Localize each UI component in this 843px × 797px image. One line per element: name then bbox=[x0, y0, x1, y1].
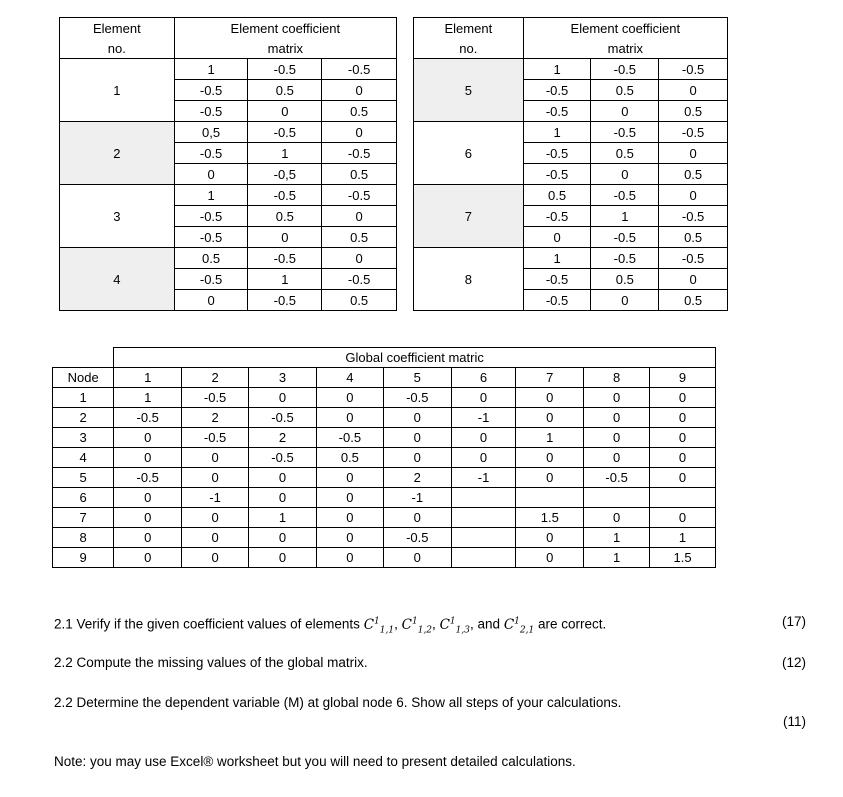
matrix-cell: 1 bbox=[174, 185, 248, 206]
matrix-cell: 0.5 bbox=[659, 227, 728, 248]
matrix-cell: 0 bbox=[174, 164, 248, 185]
matrix-cell: -0.5 bbox=[174, 80, 248, 101]
global-node-number: 6 bbox=[53, 488, 114, 508]
global-column-header: 5 bbox=[383, 368, 451, 388]
matrix-cell: 1 bbox=[523, 248, 591, 269]
matrix-cell: 0.5 bbox=[659, 290, 728, 311]
global-row bbox=[53, 388, 716, 408]
element-number: 4 bbox=[60, 248, 175, 311]
matrix-cell: -0.5 bbox=[591, 59, 659, 80]
global-cell: 1 bbox=[249, 508, 317, 528]
header-element-no: Element bbox=[60, 18, 175, 39]
matrix-cell: -0.5 bbox=[248, 248, 322, 269]
matrix-cell: 0 bbox=[174, 290, 248, 311]
global-cell: -0.5 bbox=[114, 468, 182, 488]
global-cell: 0 bbox=[114, 508, 182, 528]
marks-2-1: (17) bbox=[781, 614, 806, 629]
marks-2-3: (11) bbox=[782, 714, 806, 729]
element-row bbox=[60, 122, 397, 143]
global-row bbox=[53, 448, 716, 468]
coef-c13: $C^1_{1,3}$ bbox=[439, 616, 470, 636]
global-cell: 0 bbox=[383, 408, 451, 428]
global-cell: 0 bbox=[584, 448, 650, 468]
matrix-cell: 0 bbox=[523, 227, 591, 248]
matrix-cell: -0.5 bbox=[174, 101, 248, 122]
matrix-cell: -0.5 bbox=[659, 206, 728, 227]
global-cell: 0 bbox=[451, 388, 516, 408]
global-cell: -1 bbox=[451, 408, 516, 428]
element-row bbox=[60, 185, 397, 206]
matrix-cell: -0.5 bbox=[523, 290, 591, 311]
global-cell: 0 bbox=[451, 428, 516, 448]
matrix-cell: -0.5 bbox=[174, 269, 248, 290]
global-cell: -0.5 bbox=[249, 408, 317, 428]
matrix-cell: -0.5 bbox=[591, 122, 659, 143]
global-cell: 0 bbox=[650, 388, 716, 408]
global-cell: 0 bbox=[516, 548, 584, 568]
matrix-cell: 0.5 bbox=[591, 80, 659, 101]
global-cell bbox=[650, 488, 716, 508]
matrix-cell: 0.5 bbox=[591, 143, 659, 164]
element-row bbox=[60, 59, 397, 80]
element-number: 2 bbox=[60, 122, 175, 185]
matrix-cell: -0.5 bbox=[523, 101, 591, 122]
global-row bbox=[53, 428, 716, 448]
global-node-number: 2 bbox=[53, 408, 114, 428]
header-coefficient: Element coefficient bbox=[174, 18, 396, 39]
global-column-header: 9 bbox=[650, 368, 716, 388]
global-cell: 0 bbox=[516, 408, 584, 428]
global-cell: 0 bbox=[249, 388, 317, 408]
global-cell: 2 bbox=[249, 428, 317, 448]
global-cell: 0 bbox=[114, 528, 182, 548]
matrix-cell: 1 bbox=[591, 206, 659, 227]
element-table-left bbox=[59, 17, 397, 311]
global-cell: 0 bbox=[316, 408, 383, 428]
global-cell: 0 bbox=[316, 548, 383, 568]
global-column-header: 6 bbox=[451, 368, 516, 388]
global-cell: 0 bbox=[316, 488, 383, 508]
global-cell: 0 bbox=[182, 448, 249, 468]
matrix-cell: 0.5 bbox=[322, 101, 397, 122]
global-cell: 0 bbox=[182, 468, 249, 488]
global-cell: 0 bbox=[650, 408, 716, 428]
element-number: 5 bbox=[414, 59, 524, 122]
global-cell: 0 bbox=[114, 448, 182, 468]
global-cell: -1 bbox=[451, 468, 516, 488]
global-cell: -0.5 bbox=[383, 388, 451, 408]
global-matrix-table bbox=[52, 347, 716, 568]
header-coefficient-2: matrix bbox=[523, 38, 727, 59]
matrix-cell: -0.5 bbox=[591, 248, 659, 269]
coef-c21: $C^1_{2,1}$ bbox=[503, 616, 535, 636]
element-row bbox=[414, 59, 728, 80]
element-number: 3 bbox=[60, 185, 175, 248]
global-cell: 0 bbox=[249, 548, 317, 568]
matrix-cell: 0.5 bbox=[174, 248, 248, 269]
global-cell: 0 bbox=[516, 388, 584, 408]
global-cell: 1 bbox=[114, 388, 182, 408]
global-row bbox=[53, 548, 716, 568]
matrix-cell: 0 bbox=[659, 80, 728, 101]
global-cell: 0 bbox=[249, 488, 317, 508]
global-cell: 1 bbox=[584, 528, 650, 548]
global-cell: 0 bbox=[650, 508, 716, 528]
global-column-header: 8 bbox=[584, 368, 650, 388]
matrix-cell: 0 bbox=[591, 101, 659, 122]
element-number: 6 bbox=[414, 122, 524, 185]
global-cell: 1 bbox=[650, 528, 716, 548]
global-cell: 0 bbox=[650, 428, 716, 448]
matrix-cell: 0.5 bbox=[523, 185, 591, 206]
global-cell: 0 bbox=[516, 448, 584, 468]
global-cell: 0 bbox=[584, 508, 650, 528]
question-2-1: 2.1 Verify if the given coefficient values of elements $C^1_{1,1}$, $C^1_{1,2}$, $C^1_{1,3}$, and $C^1_{2,1}$ are correct. (17) bbox=[54, 614, 806, 636]
global-cell: 0 bbox=[383, 548, 451, 568]
global-row bbox=[53, 408, 716, 428]
global-cell: 0 bbox=[182, 528, 249, 548]
global-node-number: 5 bbox=[53, 468, 114, 488]
global-cell: 1.5 bbox=[650, 548, 716, 568]
global-cell: 0 bbox=[249, 468, 317, 488]
matrix-cell: -0.5 bbox=[523, 80, 591, 101]
global-cell: 0 bbox=[114, 548, 182, 568]
matrix-cell: -0.5 bbox=[322, 59, 397, 80]
matrix-cell: -0.5 bbox=[322, 185, 397, 206]
global-row bbox=[53, 468, 716, 488]
global-node-number: 4 bbox=[53, 448, 114, 468]
global-node-number: 3 bbox=[53, 428, 114, 448]
matrix-cell: -0.5 bbox=[523, 143, 591, 164]
question-2-3: 2.2 Determine the dependent variable (M) at global node 6. Show all steps of your calculations. (11) bbox=[54, 695, 806, 729]
matrix-cell: 0 bbox=[248, 101, 322, 122]
global-cell: -0.5 bbox=[584, 468, 650, 488]
global-cell: 0 bbox=[114, 488, 182, 508]
global-cell: -0.5 bbox=[182, 428, 249, 448]
matrix-cell: 0.5 bbox=[322, 164, 397, 185]
global-column-header: 4 bbox=[316, 368, 383, 388]
question-2-2: 2.2 Compute the missing values of the global matrix. (12) bbox=[54, 655, 806, 670]
matrix-cell: -0.5 bbox=[523, 164, 591, 185]
marks-2-2: (12) bbox=[781, 655, 806, 670]
global-matrix-title: Global coefficient matric bbox=[114, 348, 716, 368]
matrix-cell: -0.5 bbox=[322, 269, 397, 290]
coef-c11: $C^1_{1,1}$ bbox=[363, 616, 395, 636]
global-cell: 0 bbox=[316, 528, 383, 548]
global-row bbox=[53, 488, 716, 508]
matrix-cell: -0.5 bbox=[659, 248, 728, 269]
global-cell bbox=[584, 488, 650, 508]
matrix-cell: 0.5 bbox=[248, 80, 322, 101]
matrix-cell: 1 bbox=[523, 122, 591, 143]
global-cell: 0 bbox=[249, 528, 317, 548]
matrix-cell: 0 bbox=[322, 206, 397, 227]
matrix-cell: -0.5 bbox=[523, 206, 591, 227]
global-cell: 0 bbox=[584, 428, 650, 448]
header-element-no-2: no. bbox=[60, 38, 175, 59]
element-row bbox=[60, 248, 397, 269]
global-cell bbox=[451, 488, 516, 508]
element-row bbox=[414, 248, 728, 269]
blank-corner bbox=[53, 348, 114, 368]
matrix-cell: -0.5 bbox=[523, 269, 591, 290]
matrix-cell: 0.5 bbox=[248, 206, 322, 227]
global-cell: 1 bbox=[516, 428, 584, 448]
global-cell: -1 bbox=[383, 488, 451, 508]
matrix-cell: 0 bbox=[659, 269, 728, 290]
matrix-cell: 0 bbox=[591, 290, 659, 311]
global-cell: 0 bbox=[182, 508, 249, 528]
element-number: 7 bbox=[414, 185, 524, 248]
node-header: Node bbox=[53, 368, 114, 388]
matrix-cell: 0 bbox=[322, 248, 397, 269]
coef-c12: $C^1_{1,2}$ bbox=[401, 616, 433, 636]
matrix-cell: -0.5 bbox=[248, 290, 322, 311]
global-cell bbox=[516, 488, 584, 508]
global-cell: 0 bbox=[584, 408, 650, 428]
global-cell: 0 bbox=[516, 468, 584, 488]
matrix-cell: 0.5 bbox=[659, 164, 728, 185]
global-column-header: 7 bbox=[516, 368, 584, 388]
matrix-cell: -0.5 bbox=[248, 59, 322, 80]
element-row bbox=[414, 185, 728, 206]
global-cell: 0 bbox=[383, 428, 451, 448]
global-cell: 0 bbox=[316, 508, 383, 528]
global-cell: 1.5 bbox=[516, 508, 584, 528]
matrix-cell: -0.5 bbox=[591, 185, 659, 206]
matrix-cell: 1 bbox=[174, 59, 248, 80]
element-number: 8 bbox=[414, 248, 524, 311]
matrix-cell: 0.5 bbox=[591, 269, 659, 290]
global-row bbox=[53, 508, 716, 528]
matrix-cell: 1 bbox=[523, 59, 591, 80]
global-cell: 2 bbox=[383, 468, 451, 488]
global-cell: 0 bbox=[584, 388, 650, 408]
matrix-cell: -0.5 bbox=[591, 227, 659, 248]
matrix-cell: 0 bbox=[591, 164, 659, 185]
matrix-cell: -0.5 bbox=[248, 185, 322, 206]
global-cell: -0.5 bbox=[249, 448, 317, 468]
matrix-cell: 0.5 bbox=[322, 290, 397, 311]
matrix-cell: 0 bbox=[659, 185, 728, 206]
header-element-no-2: no. bbox=[414, 38, 524, 59]
global-cell: 0 bbox=[451, 448, 516, 468]
global-node-number: 1 bbox=[53, 388, 114, 408]
matrix-cell: 0.5 bbox=[322, 227, 397, 248]
header-coefficient: Element coefficient bbox=[523, 18, 727, 39]
matrix-cell: 0 bbox=[659, 143, 728, 164]
matrix-cell: 0.5 bbox=[659, 101, 728, 122]
global-node-number: 7 bbox=[53, 508, 114, 528]
global-cell: 0 bbox=[182, 548, 249, 568]
global-cell: -0.5 bbox=[182, 388, 249, 408]
global-cell: 0 bbox=[650, 448, 716, 468]
global-cell: 0 bbox=[114, 428, 182, 448]
note: Note: you may use Excel® worksheet but you will need to present detailed calculations. bbox=[54, 754, 576, 769]
global-cell: 0 bbox=[650, 468, 716, 488]
matrix-cell: 0 bbox=[322, 122, 397, 143]
matrix-cell: -0.5 bbox=[174, 143, 248, 164]
header-element-no: Element bbox=[414, 18, 524, 39]
element-row bbox=[414, 122, 728, 143]
global-row bbox=[53, 528, 716, 548]
global-node-number: 8 bbox=[53, 528, 114, 548]
global-cell: 0 bbox=[316, 468, 383, 488]
header-coefficient-2: matrix bbox=[174, 38, 396, 59]
global-cell bbox=[451, 548, 516, 568]
matrix-cell: -0.5 bbox=[659, 59, 728, 80]
element-table-right bbox=[413, 17, 728, 311]
matrix-cell: -0.5 bbox=[322, 143, 397, 164]
matrix-cell: -0,5 bbox=[248, 164, 322, 185]
matrix-cell: 0 bbox=[322, 80, 397, 101]
global-column-header: 2 bbox=[182, 368, 249, 388]
global-cell: -1 bbox=[182, 488, 249, 508]
matrix-cell: -0.5 bbox=[174, 227, 248, 248]
global-cell: -0.5 bbox=[114, 408, 182, 428]
matrix-cell: -0.5 bbox=[248, 122, 322, 143]
global-cell: 0.5 bbox=[316, 448, 383, 468]
global-cell: 2 bbox=[182, 408, 249, 428]
matrix-cell: 1 bbox=[248, 269, 322, 290]
matrix-cell: -0.5 bbox=[659, 122, 728, 143]
matrix-cell: -0.5 bbox=[174, 206, 248, 227]
global-column-header: 1 bbox=[114, 368, 182, 388]
global-cell: -0.5 bbox=[316, 428, 383, 448]
global-cell: 1 bbox=[584, 548, 650, 568]
global-cell: 0 bbox=[516, 528, 584, 548]
matrix-cell: 0,5 bbox=[174, 122, 248, 143]
global-cell: -0.5 bbox=[383, 528, 451, 548]
global-cell: 0 bbox=[383, 448, 451, 468]
element-number: 1 bbox=[60, 59, 175, 122]
matrix-cell: 1 bbox=[248, 143, 322, 164]
global-cell: 0 bbox=[383, 508, 451, 528]
global-cell: 0 bbox=[316, 388, 383, 408]
global-column-header: 3 bbox=[249, 368, 317, 388]
global-node-number: 9 bbox=[53, 548, 114, 568]
global-cell bbox=[451, 508, 516, 528]
matrix-cell: 0 bbox=[248, 227, 322, 248]
global-cell bbox=[451, 528, 516, 548]
